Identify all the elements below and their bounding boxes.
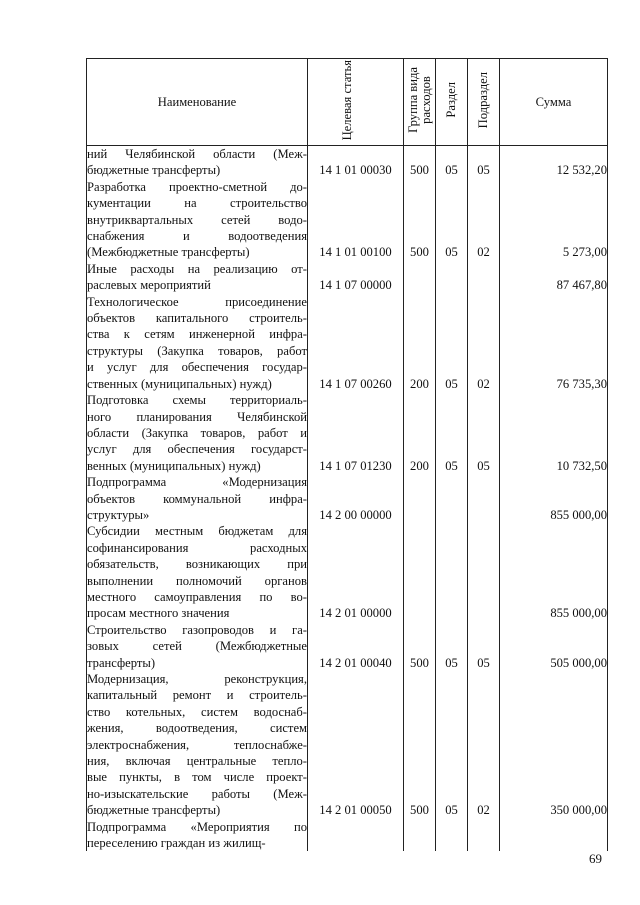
table-row <box>87 294 608 392</box>
row-subsection <box>468 819 500 852</box>
row-name-line: объектов коммунальной инфра- <box>87 491 307 506</box>
row-name-line: зовых сетей (Межбюджетные <box>87 639 307 654</box>
row-name-line: (Межбюджетные трансферты) <box>87 245 250 260</box>
row-name-line: электроснабжения, теплоснабже- <box>87 737 307 752</box>
row-section: 05 <box>436 671 468 819</box>
row-target-article: 14 1 07 01230 <box>308 392 404 474</box>
table-row <box>87 622 608 671</box>
row-name-line: Подпрограмма «Мероприятия по <box>87 819 307 834</box>
row-name <box>87 523 308 621</box>
row-target-article: 14 2 01 00050 <box>308 671 404 819</box>
row-name <box>87 146 308 179</box>
row-name-line: Подготовка схемы территориаль- <box>87 393 307 408</box>
row-section: 05 <box>436 179 468 261</box>
table-row <box>87 671 608 819</box>
row-section: 05 <box>436 294 468 392</box>
table-row <box>87 523 608 621</box>
row-subsection: 02 <box>468 294 500 392</box>
row-section <box>436 819 468 852</box>
row-name-line: просам местного значения <box>87 606 230 621</box>
row-name-line: капитальный ремонт и строитель- <box>87 688 307 703</box>
row-name-line: Иные расходы на реализацию от- <box>87 261 307 276</box>
row-section <box>436 261 468 294</box>
row-name <box>87 261 308 294</box>
row-name-line: ства к сетям инженерной инфра- <box>87 327 307 342</box>
row-name-line: снабжения и водоотведения <box>87 229 307 244</box>
row-name-line: ственных (муниципальных) нужд) <box>87 376 272 391</box>
header-name: Наименование <box>87 59 308 146</box>
row-name-line: раслевых мероприятий <box>87 278 211 293</box>
row-expense-group: 500 <box>404 622 436 671</box>
row-expense-group: 200 <box>404 294 436 392</box>
row-name-line: ство котельных, систем водоснаб- <box>87 704 307 719</box>
row-name-line: бюджетные трансферты) <box>87 163 221 178</box>
row-name-line: обязательств, возникающих при <box>87 557 307 572</box>
row-sum: 87 467,80 <box>500 261 608 294</box>
row-name-line: объектов капитального строитель- <box>87 311 307 326</box>
header-sum: Сумма <box>500 59 608 146</box>
row-name-line: бюджетные трансферты) <box>87 803 221 818</box>
row-sum <box>500 819 608 852</box>
row-target-article: 14 2 01 00040 <box>308 622 404 671</box>
row-name-line: ний Челябинской области (Меж- <box>87 147 307 161</box>
row-name-line: переселению граждан из жилищ- <box>87 836 266 851</box>
row-subsection: 02 <box>468 179 500 261</box>
table-row <box>87 179 608 261</box>
row-subsection <box>468 523 500 621</box>
row-expense-group: 500 <box>404 146 436 179</box>
row-name <box>87 179 308 261</box>
row-sum: 855 000,00 <box>500 523 608 621</box>
row-subsection: 05 <box>468 622 500 671</box>
row-name-line: ния, включая центральные тепло- <box>87 754 307 769</box>
row-name-line: структуры (Закупка товаров, работ <box>87 343 307 358</box>
row-name-line: Технологическое присоединение <box>87 294 307 309</box>
table-row <box>87 819 608 852</box>
row-expense-group: 200 <box>404 392 436 474</box>
row-subsection <box>468 474 500 523</box>
row-sum: 5 273,00 <box>500 179 608 261</box>
header-expense-group: Группа вида расходов <box>404 59 436 146</box>
table-row <box>87 146 608 179</box>
row-subsection: 05 <box>468 146 500 179</box>
row-section: 05 <box>436 146 468 179</box>
row-name-line: услуг для обеспечения государст- <box>87 442 307 457</box>
row-sum: 350 000,00 <box>500 671 608 819</box>
row-name-line: Разработка проектно-сметной до- <box>87 179 307 194</box>
row-name-line: венных (муниципальных) нужд) <box>87 458 261 473</box>
row-name-line: местного самоуправления по во- <box>87 589 307 604</box>
row-name <box>87 671 308 819</box>
row-sum: 76 735,30 <box>500 294 608 392</box>
row-name-line: но-изыскательские работы (Меж- <box>87 786 307 801</box>
row-name-line: Субсидии местным бюджетам для <box>87 524 307 539</box>
table-header-row <box>87 59 608 146</box>
row-section <box>436 474 468 523</box>
row-name-line: и услуг для обеспечения государ- <box>87 360 307 375</box>
row-expense-group <box>404 819 436 852</box>
row-name <box>87 294 308 392</box>
row-sum: 12 532,20 <box>500 146 608 179</box>
row-name-line: трансферты) <box>87 655 156 670</box>
row-name-line: структуры» <box>87 507 150 522</box>
row-target-article: 14 2 01 00000 <box>308 523 404 621</box>
row-subsection: 05 <box>468 392 500 474</box>
row-name-line: ного планирования Челябинской <box>87 409 307 424</box>
row-subsection: 02 <box>468 671 500 819</box>
row-name-line: вые пункты, в том числе проект- <box>87 770 307 785</box>
header-subsection: Подраздел <box>468 59 500 146</box>
row-expense-group <box>404 261 436 294</box>
row-expense-group <box>404 523 436 621</box>
row-name <box>87 474 308 523</box>
budget-table <box>86 58 608 851</box>
row-target-article: 14 1 07 00260 <box>308 294 404 392</box>
row-section: 05 <box>436 622 468 671</box>
row-expense-group <box>404 474 436 523</box>
row-section <box>436 523 468 621</box>
row-name-line: Модернизация, реконструкция, <box>87 672 307 686</box>
table-row <box>87 474 608 523</box>
row-name <box>87 392 308 474</box>
header-target-article: Целевая статья <box>308 59 404 146</box>
table-row <box>87 392 608 474</box>
row-target-article <box>308 819 404 852</box>
row-expense-group: 500 <box>404 179 436 261</box>
row-name-line: Строительство газопроводов и га- <box>87 622 307 637</box>
row-sum: 505 000,00 <box>500 622 608 671</box>
page-number: 69 <box>589 851 602 866</box>
row-name-line: кументации на строительство <box>87 196 307 211</box>
table-row <box>87 261 608 294</box>
row-name <box>87 819 308 852</box>
row-name-line: жения, водоотведения, систем <box>87 721 307 736</box>
row-name-line: Подпрограмма «Модернизация <box>87 475 307 490</box>
row-section: 05 <box>436 392 468 474</box>
row-subsection <box>468 261 500 294</box>
row-target-article: 14 2 00 00000 <box>308 474 404 523</box>
row-name-line: внутриквартальных сетей водо- <box>87 212 307 227</box>
row-sum: 10 732,50 <box>500 392 608 474</box>
row-target-article: 14 1 07 00000 <box>308 261 404 294</box>
row-expense-group: 500 <box>404 671 436 819</box>
row-name-line: выполнении полномочий органов <box>87 573 307 588</box>
row-sum: 855 000,00 <box>500 474 608 523</box>
row-name <box>87 622 308 671</box>
header-section: Раздел <box>436 59 468 146</box>
row-target-article: 14 1 01 00100 <box>308 179 404 261</box>
row-name-line: софинансирования расходных <box>87 540 307 555</box>
row-target-article: 14 1 01 00030 <box>308 146 404 179</box>
row-name-line: области (Закупка товаров, работ и <box>87 425 307 440</box>
